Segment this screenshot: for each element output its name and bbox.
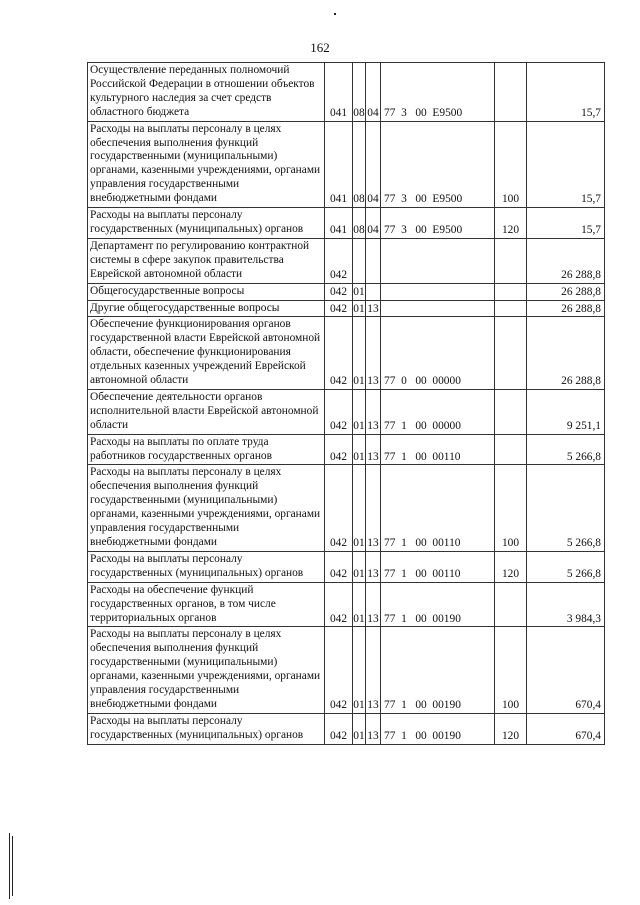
table-row <box>88 317 605 390</box>
target-article-code: 77 1 00 00190 <box>381 713 495 744</box>
table-row <box>88 300 605 317</box>
scan-mark <box>334 13 336 15</box>
target-article-code: 77 1 00 00190 <box>381 627 495 713</box>
target-article-code <box>381 238 495 283</box>
target-article-code: 77 1 00 00000 <box>381 389 495 434</box>
budget-table <box>87 62 605 745</box>
ved-code: 042 <box>325 582 353 627</box>
section-code: 01 <box>353 434 366 465</box>
expense-type-code <box>495 238 527 283</box>
table-row <box>88 713 605 744</box>
ved-code: 042 <box>325 283 353 300</box>
section-code: 01 <box>353 283 366 300</box>
table-row <box>88 121 605 207</box>
ved-code: 042 <box>325 713 353 744</box>
amount: 5 266,8 <box>527 551 605 582</box>
subsection-code: 04 <box>366 208 381 239</box>
section-code: 01 <box>353 551 366 582</box>
table-row <box>88 551 605 582</box>
table-row <box>88 465 605 551</box>
table-row <box>88 389 605 434</box>
amount: 670,4 <box>527 627 605 713</box>
subsection-code: 13 <box>366 300 381 317</box>
subsection-code: 13 <box>366 627 381 713</box>
target-article-code: 77 3 00 E9500 <box>381 208 495 239</box>
subsection-code: 13 <box>366 713 381 744</box>
section-code: 01 <box>353 465 366 551</box>
table-row <box>88 208 605 239</box>
ved-code: 041 <box>325 63 353 122</box>
amount: 3 984,3 <box>527 582 605 627</box>
target-article-code: 77 3 00 E9500 <box>381 63 495 122</box>
subsection-code <box>366 283 381 300</box>
ved-code: 042 <box>325 465 353 551</box>
subsection-code: 13 <box>366 317 381 390</box>
target-article-code: 77 1 00 00110 <box>381 465 495 551</box>
target-article-code: 77 3 00 E9500 <box>381 121 495 207</box>
row-name: Расходы на выплаты персоналу государственных (муниципальных) органов <box>88 551 325 582</box>
row-name: Обеспечение деятельности органов исполнительной власти Еврейской автономной области <box>88 389 325 434</box>
expense-type-code <box>495 63 527 122</box>
amount: 15,7 <box>527 63 605 122</box>
ved-code: 041 <box>325 121 353 207</box>
page-number: 162 <box>310 40 330 55</box>
ved-code: 042 <box>325 238 353 283</box>
section-code: 01 <box>353 713 366 744</box>
table-row <box>88 627 605 713</box>
expense-type-code: 100 <box>495 121 527 207</box>
table-row <box>88 434 605 465</box>
expense-type-code <box>495 582 527 627</box>
section-code <box>353 238 366 283</box>
row-name: Расходы на выплаты персоналу в целях обеспечения выполнения функций государственными (муниципальными) органами, казенными учреждениями, органами управления государственными внебюджетными фондами <box>88 627 325 713</box>
subsection-code: 13 <box>366 465 381 551</box>
amount: 9 251,1 <box>527 389 605 434</box>
amount: 15,7 <box>527 208 605 239</box>
expense-type-code <box>495 317 527 390</box>
amount: 26 288,8 <box>527 238 605 283</box>
row-name: Расходы на выплаты персоналу в целях обеспечения выполнения функций государственными (муниципальными) органами, казенными учреждениями, органами управления государственными внебюджетными фондами <box>88 121 325 207</box>
section-code: 01 <box>353 317 366 390</box>
table-row <box>88 283 605 300</box>
expense-type-code <box>495 389 527 434</box>
ved-code: 042 <box>325 317 353 390</box>
expense-type-code <box>495 300 527 317</box>
row-name: Департамент по регулированию контрактной системы в сфере закупок правительства Еврейской автономной области <box>88 238 325 283</box>
row-name: Расходы на обеспечение функций государственных органов, в том числе территориальных органов <box>88 582 325 627</box>
subsection-code: 04 <box>366 63 381 122</box>
amount: 670,4 <box>527 713 605 744</box>
target-article-code: 77 1 00 00110 <box>381 434 495 465</box>
table-body <box>88 63 605 745</box>
row-name: Другие общегосударственные вопросы <box>88 300 325 317</box>
scan-margin-line <box>9 833 10 899</box>
subsection-code: 13 <box>366 434 381 465</box>
expense-type-code: 120 <box>495 208 527 239</box>
section-code: 01 <box>353 627 366 713</box>
row-name: Расходы на выплаты по оплате труда работников государственных органов <box>88 434 325 465</box>
section-code: 01 <box>353 300 366 317</box>
section-code: 01 <box>353 582 366 627</box>
subsection-code: 13 <box>366 389 381 434</box>
ved-code: 041 <box>325 208 353 239</box>
ved-code: 042 <box>325 551 353 582</box>
table-row <box>88 238 605 283</box>
row-name: Расходы на выплаты персоналу государственных (муниципальных) органов <box>88 208 325 239</box>
row-name: Расходы на выплаты персоналу в целях обеспечения выполнения функций государственными (муниципальными) органами, казенными учреждениями, органами управления государственными внебюджетными фондами <box>88 465 325 551</box>
target-article-code <box>381 300 495 317</box>
section-code: 08 <box>353 121 366 207</box>
amount: 26 288,8 <box>527 317 605 390</box>
expense-type-code: 100 <box>495 627 527 713</box>
expense-type-code <box>495 434 527 465</box>
target-article-code <box>381 283 495 300</box>
row-name: Обеспечение функционирования органов государственной власти Еврейской автономной области, обеспечение функционирования отдельных казенных учреждений Еврейской автономной области <box>88 317 325 390</box>
subsection-code: 04 <box>366 121 381 207</box>
amount: 5 266,8 <box>527 434 605 465</box>
amount: 26 288,8 <box>527 283 605 300</box>
expense-type-code <box>495 283 527 300</box>
section-code: 08 <box>353 63 366 122</box>
subsection-code: 13 <box>366 582 381 627</box>
target-article-code: 77 1 00 00110 <box>381 551 495 582</box>
row-name: Общегосударственные вопросы <box>88 283 325 300</box>
amount: 5 266,8 <box>527 465 605 551</box>
expense-type-code: 120 <box>495 551 527 582</box>
ved-code: 042 <box>325 627 353 713</box>
row-name: Расходы на выплаты персоналу государственных (муниципальных) органов <box>88 713 325 744</box>
subsection-code <box>366 238 381 283</box>
section-code: 01 <box>353 389 366 434</box>
table-row <box>88 582 605 627</box>
row-name: Осуществление переданных полномочий Российской Федерации в отношении объектов культурного наследия за счет средств областного бюджета <box>88 63 325 122</box>
ved-code: 042 <box>325 389 353 434</box>
table-row <box>88 63 605 122</box>
target-article-code: 77 1 00 00190 <box>381 582 495 627</box>
ved-code: 042 <box>325 434 353 465</box>
target-article-code: 77 0 00 00000 <box>381 317 495 390</box>
expense-type-code: 120 <box>495 713 527 744</box>
amount: 26 288,8 <box>527 300 605 317</box>
subsection-code: 13 <box>366 551 381 582</box>
ved-code: 042 <box>325 300 353 317</box>
section-code: 08 <box>353 208 366 239</box>
scan-margin-line <box>12 836 13 896</box>
amount: 15,7 <box>527 121 605 207</box>
expense-type-code: 100 <box>495 465 527 551</box>
